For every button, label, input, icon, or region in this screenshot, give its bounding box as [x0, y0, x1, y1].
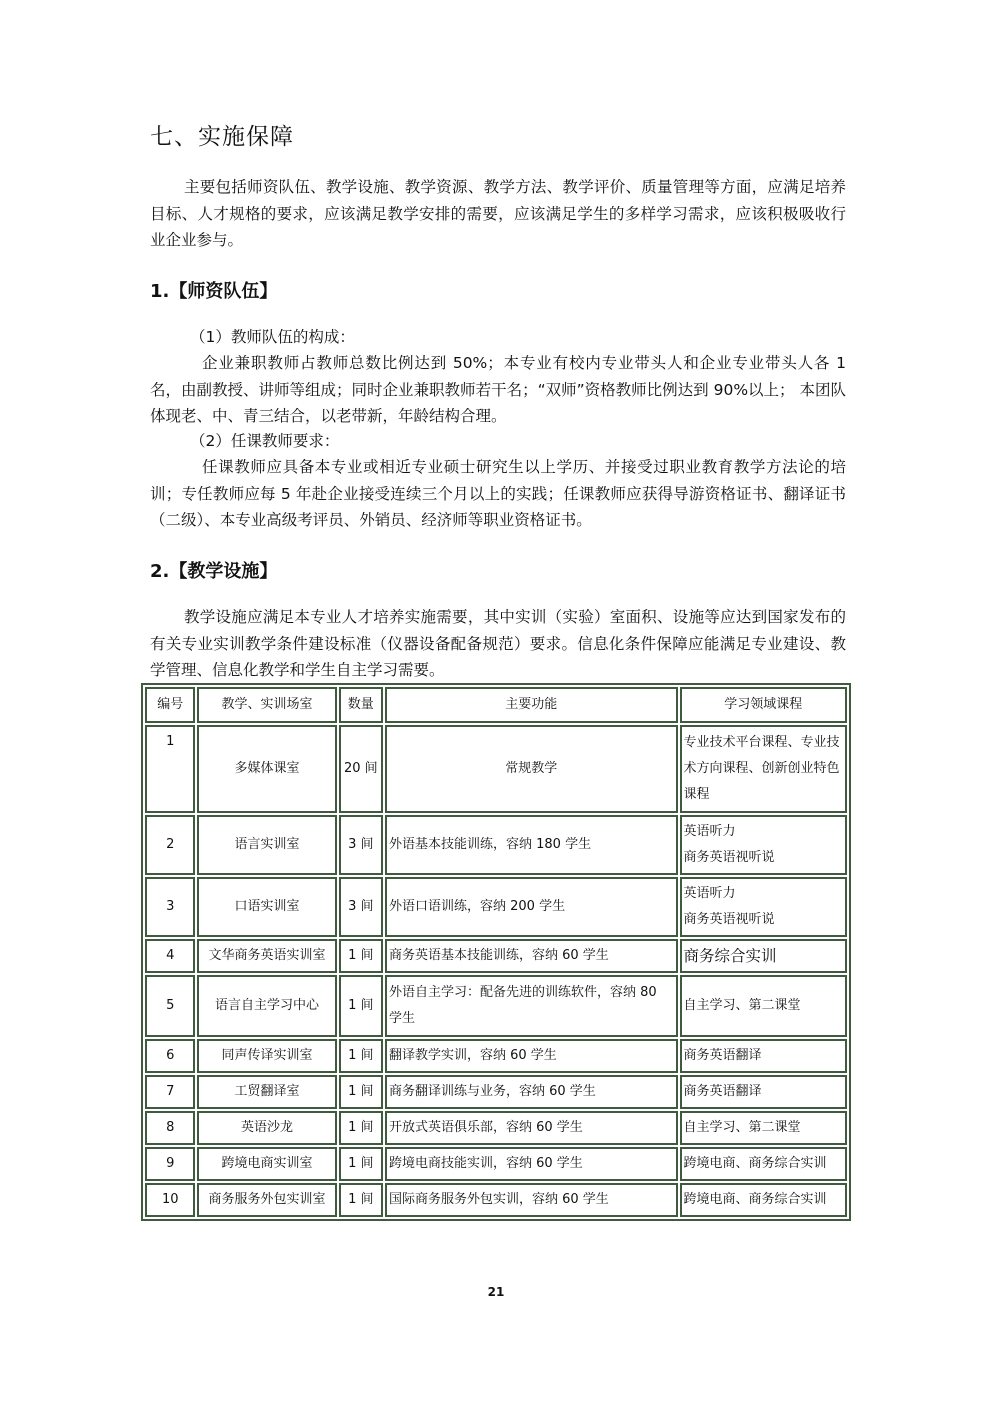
cell-no: 2	[145, 815, 195, 875]
cell-course: 专业技术平台课程、专业技术方向课程、创新创业特色课程	[680, 725, 847, 813]
table-row	[145, 1183, 847, 1217]
table-row	[145, 1039, 847, 1073]
cell-course: 跨境电商、商务综合实训	[680, 1183, 847, 1217]
table-row	[145, 1111, 847, 1145]
cell-course: 自主学习、第二课堂	[680, 975, 847, 1037]
cell-qty: 3 间	[339, 815, 383, 875]
cell-no: 10	[145, 1183, 195, 1217]
header-course: 学习领域课程	[680, 687, 847, 723]
cell-qty: 1 间	[339, 1147, 383, 1181]
table-header-row	[145, 687, 847, 723]
cell-course: 商务英语翻译	[680, 1075, 847, 1109]
cell-room: 语言自主学习中心	[197, 975, 336, 1037]
cell-room: 同声传译实训室	[197, 1039, 336, 1073]
intro-paragraph: 主要包括师资队伍、教学设施、教学资源、教学方法、教学评价、质量管理等方面，应满足培养目标、人才规格的要求，应该满足教学安排的需要，应该满足学生的多样学习需求，应该积极吸收行业企业参与。	[150, 178, 846, 249]
item2-body: 任课教师应具备本专业或相近专业硕士研究生以上学历、并接受过职业教育教学方法论的培训；专任教师应每 5 年赴企业接受连续三个月以上的实践；任课教师应获得导游资格证书、翻译证书（二级）、本专业高级考评员、外销员、经济师等职业资格证书。	[150, 458, 846, 529]
table-row	[145, 815, 847, 875]
cell-function: 外语口语训练，容纳 200 学生	[385, 877, 678, 937]
cell-no: 3	[145, 877, 195, 937]
cell-qty: 20 间	[339, 725, 383, 813]
cell-qty: 1 间	[339, 939, 383, 973]
header-no: 编号	[145, 687, 195, 723]
cell-function: 跨境电商技能实训，容纳 60 学生	[385, 1147, 678, 1181]
facilities-heading: 2.【教学设施】	[150, 561, 278, 582]
table-row	[145, 975, 847, 1037]
header-function: 主要功能	[385, 687, 678, 723]
cell-no: 7	[145, 1075, 195, 1109]
cell-qty: 1 间	[339, 1075, 383, 1109]
cell-course: 商务综合实训	[680, 939, 847, 973]
facilities-paragraph: 教学设施应满足本专业人才培养实施需要，其中实训（实验）室面积、设施等应达到国家发布的有关专业实训教学条件建设标准（仪器设备配备规范）要求。信息化条件保障应能满足专业建设、教学管理、信息化教学和学生自主学习需要。	[150, 608, 846, 679]
item1-body: 企业兼职教师占教师总数比例达到 50%；本专业有校内专业带头人和企业专业带头人各 1 名，由副教授、讲师等组成；同时企业兼职教师若干名；“双师”资格教师比例达到 90%以上； 本团队体现老、中、青三结合，以老带新，年龄结构合理。	[150, 354, 846, 425]
cell-no: 4	[145, 939, 195, 973]
cell-no: 1	[145, 725, 195, 813]
cell-no: 8	[145, 1111, 195, 1145]
cell-room: 工贸翻译室	[197, 1075, 336, 1109]
cell-no: 9	[145, 1147, 195, 1181]
cell-room: 文华商务英语实训室	[197, 939, 336, 973]
cell-course: 商务英语翻译	[680, 1039, 847, 1073]
item1-title: （1）教师队伍的构成：	[190, 328, 355, 346]
cell-qty: 3 间	[339, 877, 383, 937]
cell-course: 英语听力 商务英语视听说	[680, 877, 847, 937]
cell-room: 英语沙龙	[197, 1111, 336, 1145]
cell-function: 翻译教学实训，容纳 60 学生	[385, 1039, 678, 1073]
cell-function: 商务英语基本技能训练，容纳 60 学生	[385, 939, 678, 973]
section-title: 七、实施保障	[150, 124, 294, 150]
teachers-heading: 1.【师资队伍】	[150, 281, 278, 302]
cell-course: 自主学习、第二课堂	[680, 1111, 847, 1145]
table-row	[145, 725, 847, 813]
cell-no: 6	[145, 1039, 195, 1073]
table-row	[145, 1075, 847, 1109]
cell-course: 跨境电商、商务综合实训	[680, 1147, 847, 1181]
cell-function: 开放式英语俱乐部，容纳 60 学生	[385, 1111, 678, 1145]
cell-function: 外语自主学习：配备先进的训练软件，容纳 80 学生	[385, 975, 678, 1037]
page-number: 21	[487, 1285, 505, 1299]
cell-room: 多媒体课室	[197, 725, 336, 813]
cell-qty: 1 间	[339, 975, 383, 1037]
cell-qty: 1 间	[339, 1039, 383, 1073]
cell-function: 常规教学	[385, 725, 678, 813]
cell-function: 外语基本技能训练，容纳 180 学生	[385, 815, 678, 875]
cell-room: 跨境电商实训室	[197, 1147, 336, 1181]
cell-no: 5	[145, 975, 195, 1037]
cell-room: 商务服务外包实训室	[197, 1183, 336, 1217]
cell-course: 英语听力 商务英语视听说	[680, 815, 847, 875]
table-row	[145, 939, 847, 973]
cell-qty: 1 间	[339, 1183, 383, 1217]
header-room: 教学、实训场室	[197, 687, 336, 723]
item2-title: （2）任课教师要求：	[190, 432, 340, 450]
cell-room: 口语实训室	[197, 877, 336, 937]
cell-room: 语言实训室	[197, 815, 336, 875]
cell-function: 国际商务服务外包实训，容纳 60 学生	[385, 1183, 678, 1217]
table-row	[145, 1147, 847, 1181]
header-qty: 数量	[339, 687, 383, 723]
cell-qty: 1 间	[339, 1111, 383, 1145]
table-row	[145, 877, 847, 937]
cell-function: 商务翻译训练与业务，容纳 60 学生	[385, 1075, 678, 1109]
facilities-table	[141, 683, 851, 1221]
